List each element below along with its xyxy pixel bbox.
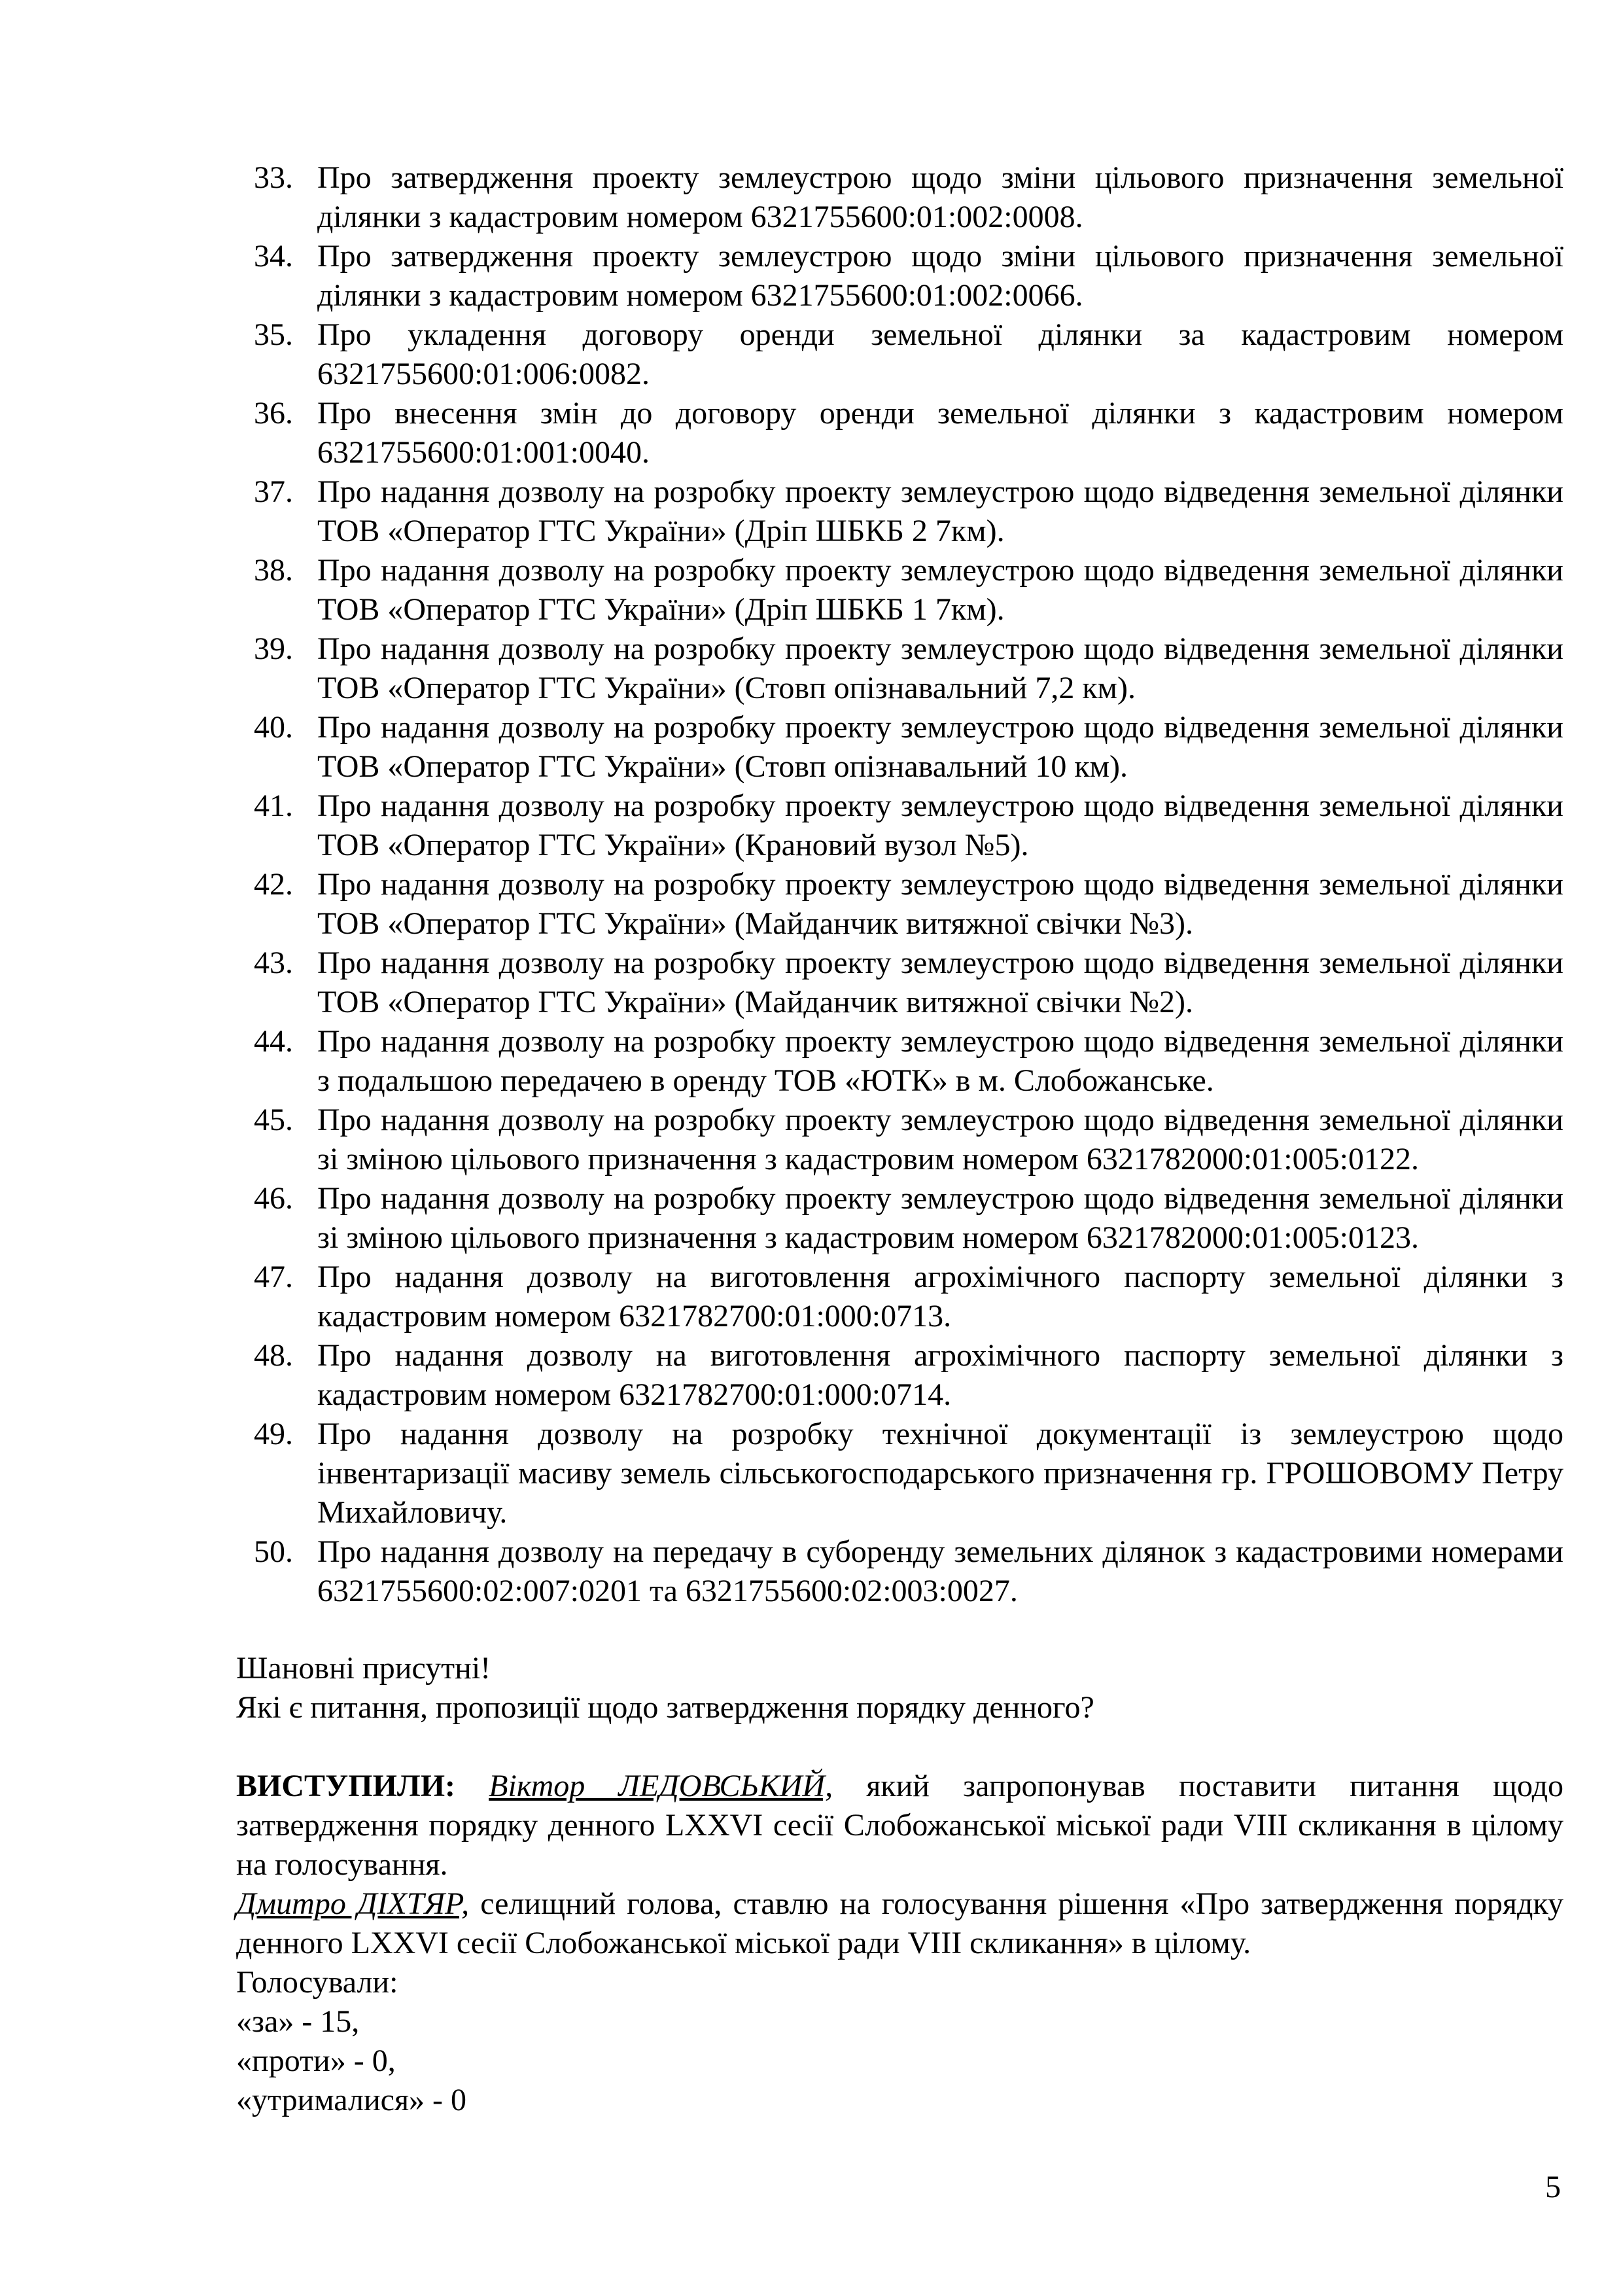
closing-block (236, 1649, 1563, 1727)
agenda-item (254, 394, 1563, 472)
agenda-item (254, 708, 1563, 786)
speech-paragraph-2 (236, 1884, 1563, 1963)
agenda-item-number: 40. (254, 710, 293, 745)
agenda-item-number: 41. (254, 788, 293, 823)
agenda-item-text: Про надання дозволу на розробку проекту землеустрою щодо відведення земельної ділянки зі зміною цільового призначення з кадастровим номером 6321782000:01:005:0122. (317, 1103, 1563, 1176)
agenda-item-text: Про надання дозволу на розробку проекту землеустрою щодо відведення земельної ділянки ТОВ «Оператор ГТС України» (Дріп ШБКБ 2 7км). (317, 474, 1563, 548)
agenda-item (254, 786, 1563, 865)
agenda-item-text: Про затвердження проекту землеустрою щодо зміни цільового призначення земельної ділянки з кадастровим номером 6321755600:01:002:0008. (317, 160, 1563, 234)
agenda-item-number: 38. (254, 553, 293, 588)
agenda-item-text: Про надання дозволу на розробку технічної документації із землеустрою щодо інвентаризації масиву земель сільськогосподарського призначення гр. ГРОШОВОМУ Петру Михайловичу. (317, 1417, 1563, 1530)
agenda-item-text: Про внесення змін до договору оренди земельної ділянки з кадастровим номером 6321755600:01:001:0040. (317, 396, 1563, 470)
speaker2-name: Дмитро ДІХТЯР, (236, 1886, 470, 1921)
agenda-item (254, 944, 1563, 1022)
vote-utrymalysia: «утрималися» - 0 (236, 2083, 467, 2117)
agenda-item-number: 42. (254, 867, 293, 902)
agenda-item (254, 629, 1563, 708)
agenda-item-text: Про надання дозволу на розробку проекту землеустрою щодо відведення земельної ділянки ТОВ «Оператор ГТС України» (Майданчик витяжної свічки №3). (317, 867, 1563, 941)
agenda-item-text: Про укладення договору оренди земельної ділянки за кадастровим номером 6321755600:01:006:0082. (317, 317, 1563, 391)
agenda-item (254, 237, 1563, 315)
agenda-item (254, 158, 1563, 237)
agenda-item-text: Про надання дозволу на розробку проекту землеустрою щодо відведення земельної ділянки ТОВ «Оператор ГТС України» (Дріп ШБКБ 1 7км). (317, 553, 1563, 627)
agenda-item-number: 46. (254, 1181, 293, 1216)
agenda-item (254, 1336, 1563, 1415)
agenda-item-number: 37. (254, 474, 293, 509)
agenda-item-text: Про надання дозволу на виготовлення агрохімічного паспорту земельної ділянки з кадастровим номером 6321782700:01:000:0714. (317, 1338, 1563, 1412)
speaker1-name: Віктор ЛЕДОВСЬКИЙ, (489, 1769, 833, 1803)
agenda-item-text: Про затвердження проекту землеустрою щодо зміни цільового призначення земельної ділянки з кадастровим номером 6321755600:01:002:0066. (317, 239, 1563, 313)
agenda-item (254, 551, 1563, 629)
agenda-item (254, 1258, 1563, 1336)
agenda-item-text: Про надання дозволу на розробку проекту землеустрою щодо відведення земельної ділянки з подальшою передачею в оренду ТОВ «ЮТК» в м. Слобожанське. (317, 1024, 1563, 1098)
agenda-item-number: 45. (254, 1103, 293, 1137)
agenda-item-text: Про надання дозволу на розробку проекту землеустрою щодо відведення земельної ділянки ТОВ «Оператор ГТС України» (Стовп опізнавальний 7,2 км). (317, 631, 1563, 705)
agenda-item-number: 33. (254, 160, 293, 195)
agenda-item-number: 44. (254, 1024, 293, 1059)
agenda-item-number: 35. (254, 317, 293, 352)
agenda-item-text: Про надання дозволу на розробку проекту землеустрою щодо відведення земельної ділянки зі зміною цільового призначення з кадастровим номером 6321782000:01:005:0123. (317, 1181, 1563, 1255)
agenda-item-number: 49. (254, 1417, 293, 1451)
agenda-item-text: Про надання дозволу на передачу в суборенду земельних ділянок з кадастровими номерами 6321755600:02:007:0201 та 6321755600:02:003:0027. (317, 1534, 1563, 1608)
agenda-item-number: 48. (254, 1338, 293, 1373)
speech-paragraph-1 (236, 1767, 1563, 1884)
speaker2-text: селищний голова, ставлю на голосування рішення «Про затвердження порядку денного LXXVI сесії Слобожанської міської ради VIII скликання» в цілому. (236, 1886, 1563, 1960)
agenda-item-number: 50. (254, 1534, 293, 1569)
vystupyly-label: ВИСТУПИЛИ: (236, 1769, 456, 1803)
vote-proty: «проти» - 0, (236, 2043, 396, 2078)
greeting-line: Шановні присутні! (236, 1651, 491, 1686)
agenda-item-number: 34. (254, 239, 293, 274)
agenda-item (254, 1179, 1563, 1258)
agenda-item (254, 1022, 1563, 1101)
agenda-item-text: Про надання дозволу на розробку проекту землеустрою щодо відведення земельної ділянки ТОВ «Оператор ГТС України» (Майданчик витяжної свічки №2). (317, 945, 1563, 1019)
agenda-item (254, 1415, 1563, 1532)
voting-label: Голосували: (236, 1965, 398, 2000)
agenda-item-number: 39. (254, 631, 293, 666)
agenda-item (254, 865, 1563, 944)
page-number: 5 (1545, 2170, 1561, 2204)
agenda-item (254, 1532, 1563, 1611)
speeches-block (236, 1767, 1563, 2120)
agenda-list (254, 158, 1563, 1611)
speaker1-text: який запропонував поставити питання щодо затвердження порядку денного LXXVI сесії Слобожанської міської ради VIII скликання в цілому на голосування. (236, 1769, 1564, 1882)
agenda-item-text: Про надання дозволу на розробку проекту землеустрою щодо відведення земельної ділянки ТОВ «Оператор ГТС України» (Крановий вузол №5). (317, 788, 1563, 862)
agenda-item (254, 472, 1563, 551)
agenda-item-number: 47. (254, 1260, 293, 1294)
agenda-item (254, 315, 1563, 394)
agenda-item-number: 43. (254, 945, 293, 980)
agenda-item-text: Про надання дозволу на виготовлення агрохімічного паспорту земельної ділянки з кадастровим номером 6321782700:01:000:0713. (317, 1260, 1563, 1333)
question-line: Які є питання, пропозиції щодо затвердження порядку денного? (236, 1690, 1094, 1725)
agenda-item (254, 1101, 1563, 1179)
agenda-item-text: Про надання дозволу на розробку проекту землеустрою щодо відведення земельної ділянки ТОВ «Оператор ГТС України» (Стовп опізнавальний 10 км). (317, 710, 1563, 784)
vote-za: «за» - 15, (236, 2004, 360, 2039)
agenda-item-number: 36. (254, 396, 293, 431)
